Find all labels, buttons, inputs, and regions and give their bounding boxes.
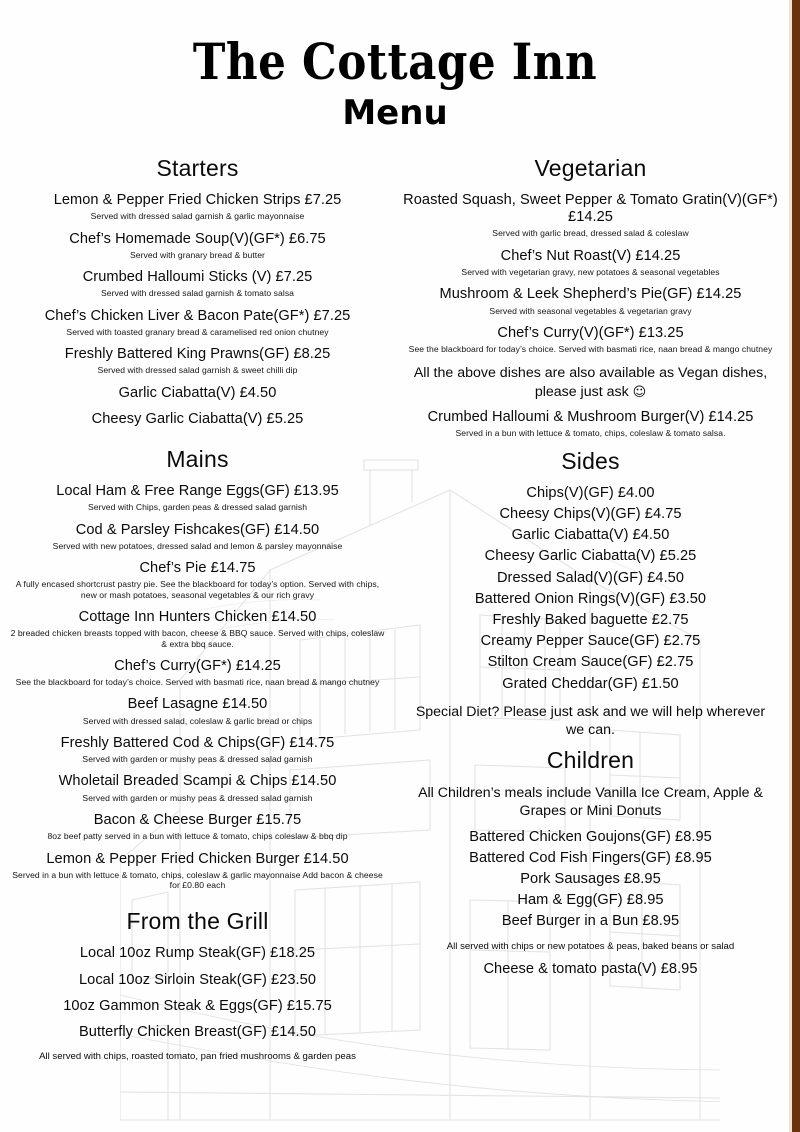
item-name: Cheese & tomato pasta(V) £8.95 xyxy=(483,960,698,977)
children-footer-note: All served with chips or new potatoes & peas, baked beans or salad xyxy=(446,940,735,952)
section-title-children: Children xyxy=(546,747,635,774)
vegan-availability-note xyxy=(405,364,776,401)
item-name: Grated Cheddar(GF) £1.50 xyxy=(502,675,679,692)
special-diet-note: Special Diet? Please just ask and we will help wherever we can. xyxy=(415,703,766,739)
section-title-mains: Mains xyxy=(166,446,229,473)
item-description: Served in a bun with lettuce & tomato, chips, coleslaw & tomato salsa. xyxy=(455,428,726,439)
menu-columns xyxy=(0,149,790,1071)
menu-item xyxy=(401,871,780,888)
item-name: Chips(V)(GF) £4.00 xyxy=(526,484,655,501)
item-name: Creamy Pepper Sauce(GF) £2.75 xyxy=(480,633,701,650)
menu-item xyxy=(10,385,385,402)
pub-name-title: The Cottage Inn xyxy=(192,32,598,91)
menu-item xyxy=(401,248,780,278)
grill-footer-note: All served with chips, roasted tomato, pan fried mushrooms & garden peas xyxy=(39,1051,356,1063)
section-title-grill: From the Grill xyxy=(126,908,269,935)
menu-item xyxy=(10,346,385,376)
menu-item xyxy=(10,658,385,688)
item-name: Bacon & Cheese Burger £15.75 xyxy=(93,811,302,828)
menu-item xyxy=(401,570,780,587)
menu-item xyxy=(401,612,780,629)
item-name: Freshly Battered Cod & Chips(GF) £14.75 xyxy=(60,734,335,751)
children-intro-note: All Children’s meals include Vanilla Ice Cream, Apple & Grapes or Mini Donuts xyxy=(418,785,763,820)
item-name: Butterfly Chicken Breast(GF) £14.50 xyxy=(79,1024,316,1040)
menu-item xyxy=(401,409,780,439)
item-name: Crumbed Halloumi Sticks (V) £7.25 xyxy=(82,269,313,286)
item-description: Served in a bun with lettuce & tomato, chips, coleslaw & garlic mayonnaise Add bacon & cheese for £0.80 each xyxy=(12,869,383,891)
item-name: Lemon & Pepper Fried Chicken Burger £14.50 xyxy=(46,850,349,867)
menu-item xyxy=(401,325,780,355)
section-title-sides: Sides xyxy=(561,447,620,474)
section-title-vegetarian: Vegetarian xyxy=(534,155,647,181)
menu-item xyxy=(401,506,780,523)
menu-item xyxy=(401,829,780,846)
menu-item xyxy=(10,812,385,842)
menu-item xyxy=(10,851,385,891)
menu-item xyxy=(10,483,385,513)
menu-item xyxy=(401,591,780,608)
item-description: Served with garlic bread, dressed salad & coleslaw xyxy=(492,228,689,239)
left-column xyxy=(0,149,393,1071)
menu-item xyxy=(401,676,780,693)
menu-item xyxy=(10,609,385,649)
item-name: Wholetail Breaded Scampi & Chips £14.50 xyxy=(58,773,337,790)
item-name: Battered Onion Rings(V)(GF) £3.50 xyxy=(474,590,707,607)
item-description: Served with dressed salad garnish & sweet chilli dip xyxy=(97,365,298,376)
item-name: Chef’s Curry(V)(GF*) £13.25 xyxy=(497,324,684,341)
menu-item xyxy=(10,192,385,222)
menu-subtitle: Menu xyxy=(342,93,448,133)
item-description: Served with toasted granary bread & caramelised red onion chutney xyxy=(66,326,329,337)
menu-item xyxy=(10,735,385,765)
item-description: Served with new potatoes, dressed salad and lemon & parsley mayonnaise xyxy=(52,540,343,551)
item-name: Cod & Parsley Fishcakes(GF) £14.50 xyxy=(75,521,320,538)
section-title-starters: Starters xyxy=(156,155,239,181)
page-edge-brown-stripe xyxy=(792,0,800,1132)
item-name: Pork Sausages £8.95 xyxy=(520,870,661,887)
item-name: Local 10oz Rump Steak(GF) £18.25 xyxy=(79,945,316,962)
menu-item xyxy=(10,1024,385,1041)
menu-item xyxy=(401,961,780,978)
item-name: Chef’s Nut Roast(V) £14.25 xyxy=(500,247,681,264)
item-name: 10oz Gammon Steak & Eggs(GF) £15.75 xyxy=(63,997,332,1014)
smiley-face-icon: ☺ xyxy=(632,384,647,400)
menu-item xyxy=(10,773,385,803)
item-description: Served with garden or mushy peas & dressed salad garnish xyxy=(82,792,313,803)
item-description: Served with dressed salad, coleslaw & garlic bread or chips xyxy=(82,715,313,726)
menu-item xyxy=(401,286,780,316)
item-description: Served with seasonal vegetables & vegetarian gravy xyxy=(489,305,692,316)
item-name: Battered Cod Fish Fingers(GF) £8.95 xyxy=(469,849,712,866)
item-name: Roasted Squash, Sweet Pepper & Tomato Gratin(V)(GF*) £14.25 xyxy=(403,192,778,226)
item-name: Stilton Cream Sauce(GF) £2.75 xyxy=(487,654,694,671)
menu-item xyxy=(401,485,780,502)
item-name: Crumbed Halloumi & Mushroom Burger(V) £14.25 xyxy=(427,409,754,426)
item-name: Chef’s Pie £14.75 xyxy=(139,560,256,577)
item-name: Battered Chicken Goujons(GF) £8.95 xyxy=(469,828,712,845)
vegan-note-text: All the above dishes are also available as Vegan dishes, please just ask xyxy=(413,365,768,400)
menu-item xyxy=(10,696,385,726)
item-description: 2 breaded chicken breasts topped with bacon, cheese & BBQ sauce. Served with chips, coleslaw & extra bbq sauce. xyxy=(10,628,385,649)
item-description: 8oz beef patty served in a bun with lettuce & tomato, chips coleslaw & bbq dip xyxy=(47,831,348,842)
menu-item xyxy=(401,892,780,909)
item-name: Chef’s Chicken Liver & Bacon Pate(GF*) £7.25 xyxy=(44,307,351,324)
item-name: Local Ham & Free Range Eggs(GF) £13.95 xyxy=(56,483,339,500)
menu-item xyxy=(401,633,780,650)
item-name: Local 10oz Sirloin Steak(GF) £23.50 xyxy=(79,971,316,988)
menu-item xyxy=(10,269,385,299)
item-name: Lemon & Pepper Fried Chicken Strips £7.25 xyxy=(53,192,342,208)
item-name: Garlic Ciabatta(V) £4.50 xyxy=(511,527,670,544)
menu-item xyxy=(401,527,780,544)
item-name: Dressed Salad(V)(GF) £4.50 xyxy=(496,569,685,586)
item-description: Served with dressed salad garnish & tomato salsa xyxy=(101,288,294,299)
item-name: Cheesy Chips(V)(GF) £4.75 xyxy=(499,505,682,522)
right-column xyxy=(393,149,790,1071)
menu-item xyxy=(401,192,780,239)
item-name: Mushroom & Leek Shepherd’s Pie(GF) £14.25 xyxy=(439,286,742,303)
menu-item xyxy=(10,411,385,428)
item-name: Garlic Ciabatta(V) £4.50 xyxy=(118,384,277,401)
item-name: Ham & Egg(GF) £8.95 xyxy=(517,892,664,909)
menu-item xyxy=(401,850,780,867)
item-description: A fully encased shortcrust pastry pie. See the blackboard for today’s option. Served with chips, new or mash potatoes, seasonal vegetables & our rich gravy xyxy=(15,579,380,600)
item-description: Served with granary bread & butter xyxy=(130,249,265,260)
menu-item xyxy=(10,998,385,1015)
menu-item xyxy=(10,522,385,552)
menu-item xyxy=(401,913,780,930)
item-description: Served with dressed salad garnish & garlic mayonnaise xyxy=(90,211,305,222)
item-name: Chef’s Homemade Soup(V)(GF*) £6.75 xyxy=(69,230,326,247)
item-name: Beef Lasagne £14.50 xyxy=(127,696,268,713)
item-description: Served with vegetarian gravy, new potatoes & seasonal vegetables xyxy=(461,266,720,277)
item-name: Beef Burger in a Bun £8.95 xyxy=(501,913,680,930)
menu-item xyxy=(10,308,385,338)
menu-item xyxy=(401,654,780,671)
item-name: Freshly Baked baguette £2.75 xyxy=(492,611,689,628)
item-name: Cheesy Garlic Ciabatta(V) £5.25 xyxy=(91,410,304,427)
menu-item xyxy=(10,945,385,962)
menu-item xyxy=(10,560,385,600)
item-description: Served with Chips, garden peas & dressed salad garnish xyxy=(87,502,308,513)
item-description: See the blackboard for today’s choice. Served with basmati rice, naan bread & mango chutney xyxy=(15,677,380,688)
item-name: Cheesy Garlic Ciabatta(V) £5.25 xyxy=(484,548,697,565)
menu-item xyxy=(10,231,385,261)
item-name: Freshly Battered King Prawns(GF) £8.25 xyxy=(64,346,331,363)
item-description: See the blackboard for today’s choice. Served with basmati rice, naan bread & mango chutney xyxy=(408,344,773,355)
item-name: Cottage Inn Hunters Chicken £14.50 xyxy=(78,609,317,625)
menu-item xyxy=(10,972,385,989)
menu-header xyxy=(0,0,790,133)
menu-item xyxy=(401,548,780,565)
item-name: Chef’s Curry(GF*) £14.25 xyxy=(114,657,281,674)
item-description: Served with garden or mushy peas & dressed salad garnish xyxy=(82,754,313,765)
